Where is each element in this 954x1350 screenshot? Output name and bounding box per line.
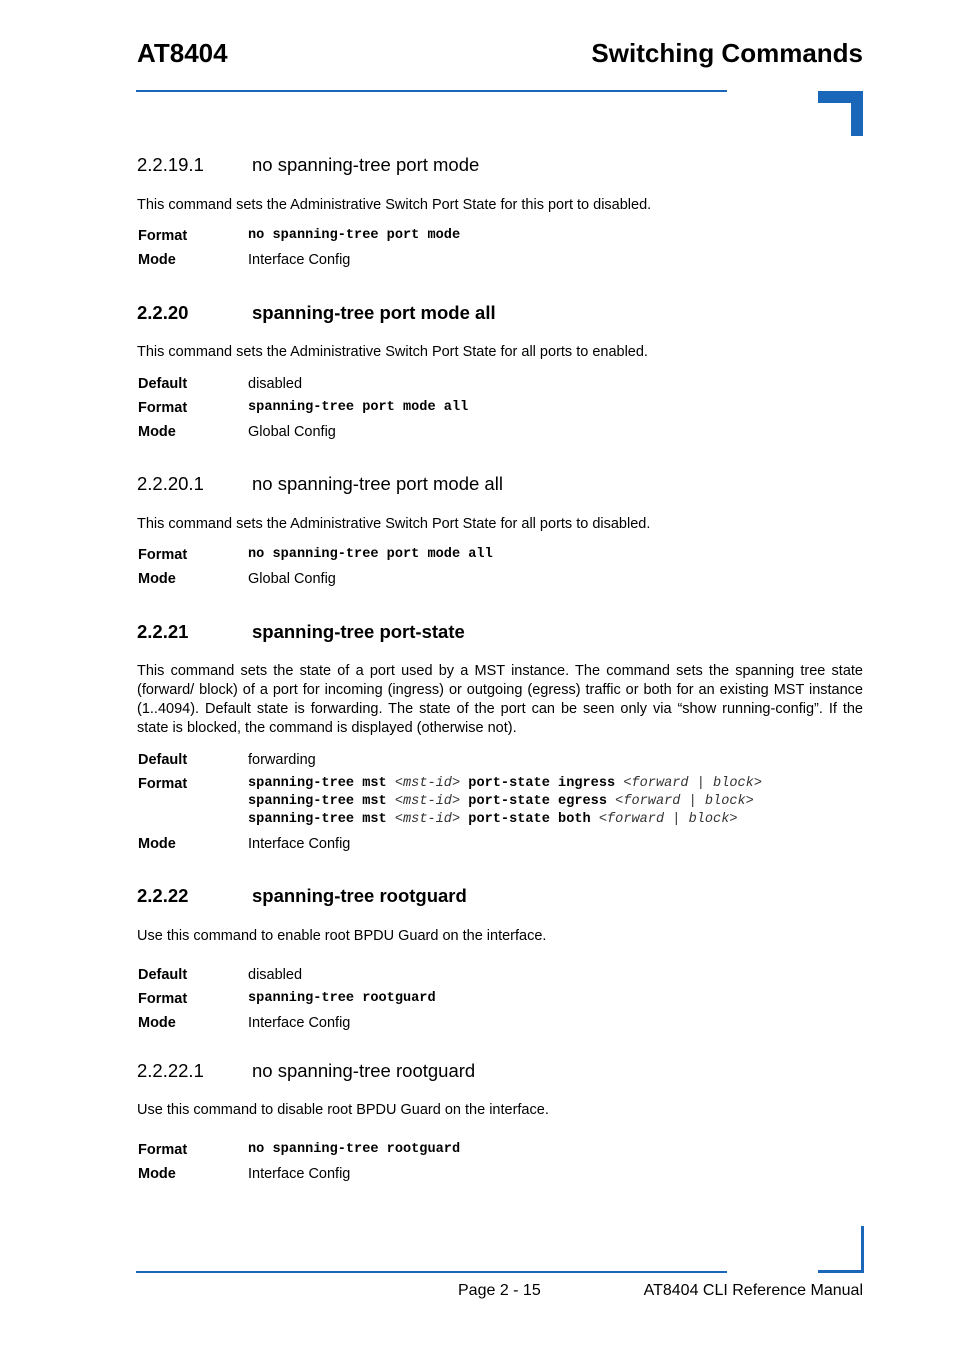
section-title: spanning-tree port mode all (252, 302, 496, 323)
mode-value: Interface Config (248, 836, 351, 852)
default-value: disabled (248, 376, 303, 392)
format-label: Format (138, 1142, 188, 1158)
mode-value: Interface Config (248, 1166, 351, 1182)
format-command-line: spanning-tree mst <mst-id> port-state both <forward | block> (248, 812, 738, 827)
section-title: no spanning-tree rootguard (252, 1060, 476, 1081)
header-chapter-title: Switching Commands (591, 38, 863, 68)
mode-value: Global Config (248, 424, 336, 440)
section-heading (137, 153, 863, 177)
mode-value: Interface Config (248, 1015, 351, 1031)
header-rule (136, 90, 727, 92)
default-label: Default (138, 967, 188, 983)
section-title: spanning-tree port-state (252, 621, 465, 642)
mode-label: Mode (138, 424, 176, 440)
format-command: no spanning-tree rootguard (248, 1142, 461, 1157)
mode-label: Mode (138, 571, 176, 587)
section-heading (137, 884, 863, 908)
default-label: Default (138, 752, 188, 768)
section-number: 2.2.22 (137, 885, 189, 906)
mode-label: Mode (138, 252, 176, 268)
section-heading (137, 620, 863, 644)
section-title: spanning-tree rootguard (252, 885, 467, 906)
format-label: Format (138, 547, 188, 563)
section-description: Use this command to enable root BPDU Guard on the interface. (137, 928, 547, 944)
manual-title: AT8404 CLI Reference Manual (643, 1282, 863, 1299)
mode-label: Mode (138, 1166, 176, 1182)
section-number: 2.2.20 (137, 302, 189, 323)
section-description: Use this command to disable root BPDU Guard on the interface. (137, 1102, 549, 1118)
section-number: 2.2.20.1 (137, 473, 204, 494)
section-description: This command sets the state of a port used by a MST instance. The command sets the spanning tree state (forward/ block) of a port for incoming (ingress) or outgoing (egress) traffic or both for an existing MST instance (1..4094). Default state is forwarding. The state of the port can be seen only via “show running-config”. If the state is blocked, the command is displayed (otherwise not). (137, 663, 863, 736)
default-value: forwarding (248, 752, 316, 768)
format-command: spanning-tree rootguard (248, 991, 436, 1006)
corner-mark-bottom (818, 1226, 864, 1273)
section-heading (137, 1059, 863, 1083)
format-label: Format (138, 776, 188, 792)
default-value: disabled (248, 967, 303, 983)
mode-label: Mode (138, 836, 176, 852)
header-product: AT8404 (137, 38, 228, 68)
corner-mark-top (818, 91, 863, 136)
section-description: This command sets the Administrative Switch Port State for all ports to disabled. (137, 516, 651, 532)
format-label: Format (138, 400, 188, 416)
page-number: Page 2 - 15 (458, 1282, 541, 1299)
format-label: Format (138, 991, 188, 1007)
section-heading (137, 472, 863, 496)
format-label: Format (138, 228, 188, 244)
format-command-line: spanning-tree mst <mst-id> port-state egress <forward | block> (248, 794, 754, 809)
section-description: This command sets the Administrative Switch Port State for all ports to enabled. (137, 344, 648, 360)
default-label: Default (138, 376, 188, 392)
format-command-line: spanning-tree mst <mst-id> port-state ingress <forward | block> (248, 776, 762, 791)
section-heading (137, 301, 863, 325)
format-command: no spanning-tree port mode (248, 228, 461, 243)
section-title: no spanning-tree port mode all (252, 473, 503, 494)
format-command: spanning-tree port mode all (248, 400, 469, 415)
format-command: no spanning-tree port mode all (248, 547, 493, 562)
mode-label: Mode (138, 1015, 176, 1031)
section-title: no spanning-tree port mode (252, 154, 480, 175)
section-number: 2.2.21 (137, 621, 189, 642)
mode-value: Interface Config (248, 252, 351, 268)
mode-value: Global Config (248, 571, 336, 587)
section-number: 2.2.22.1 (137, 1060, 204, 1081)
footer-rule (136, 1271, 727, 1273)
section-description: This command sets the Administrative Switch Port State for this port to disabled. (137, 197, 652, 213)
section-number: 2.2.19.1 (137, 154, 204, 175)
